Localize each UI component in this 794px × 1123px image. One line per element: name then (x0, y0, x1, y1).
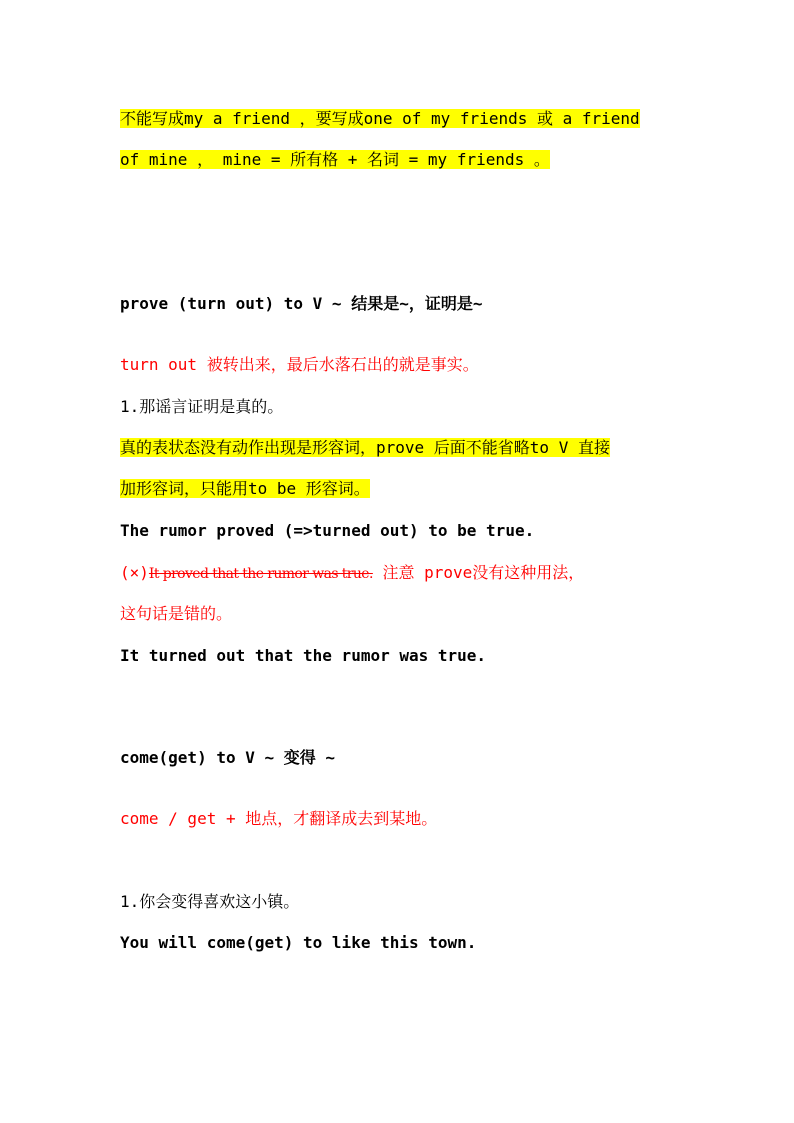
highlighted-text: 不能写成my a friend ，要写成one of my friends 或 a friend (120, 109, 640, 128)
section-heading-come: come(get) to V ~ 变得 ~ (120, 748, 336, 767)
example-chinese-1: 1.那谣言证明是真的。 (120, 397, 284, 416)
example-english-1: The rumor proved (=>turned out) to be true. (120, 521, 535, 540)
wrong-mark: (×) (120, 563, 149, 582)
example-chinese-2: 1.你会变得喜欢这小镇。 (120, 892, 300, 911)
explanation-line-1 (120, 435, 610, 460)
example-english-2: It turned out that the rumor was true. (120, 646, 487, 665)
note-line-2 (120, 147, 550, 172)
example-english-3: You will come(get) to like this town. (120, 933, 477, 952)
note-line-1 (120, 106, 640, 131)
highlighted-text: 真的表状态没有动作出现是形容词，prove 后面不能省略to V 直接 (120, 438, 610, 457)
highlighted-text: of mine ， mine = 所有格 + 名词 = my friends 。 (120, 150, 550, 169)
come-get-note: come / get + 地点，才翻译成去到某地。 (120, 809, 438, 828)
wrong-note: 注意 prove没有这种用法， (372, 563, 585, 582)
explanation-line-2 (120, 476, 370, 501)
struck-sentence: It proved that the rumor was true. (148, 566, 373, 582)
section-heading-prove: prove (turn out) to V ~ 结果是~，证明是~ (120, 294, 483, 313)
turn-out-note: turn out 被转出来，最后水落石出的就是事实。 (120, 355, 479, 374)
wrong-note-line-2: 这句话是错的。 (120, 604, 233, 623)
wrong-example-line (120, 560, 584, 587)
highlighted-text: 加形容词，只能用to be 形容词。 (120, 479, 370, 498)
